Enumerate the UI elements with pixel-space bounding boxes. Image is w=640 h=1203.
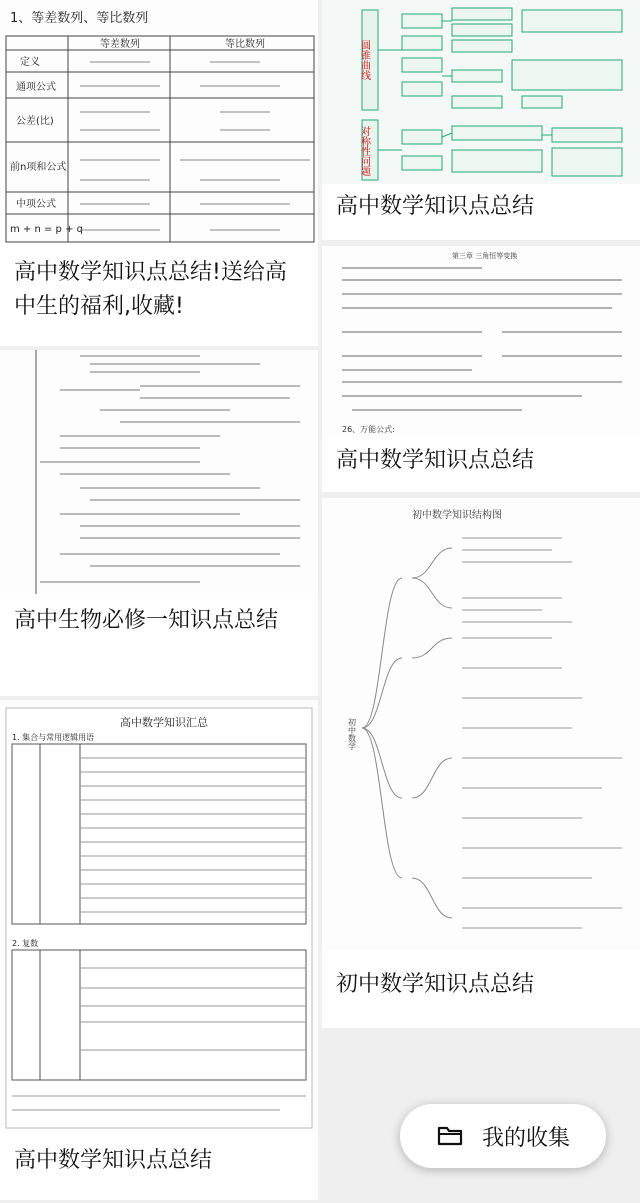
thumb-3-footer: 26、万能公式:: [342, 425, 395, 434]
thumb-2-side1: 圆锥曲线: [358, 40, 370, 80]
article-card-3[interactable]: [322, 246, 640, 492]
card-4-title[interactable]: 高中生物必修一知识点总结: [14, 608, 279, 633]
thumb-6-sec2: 2. 复数: [12, 939, 39, 948]
thumb-5-root: 初中数学: [347, 718, 357, 750]
article-card-6[interactable]: [0, 700, 318, 1200]
svg-text:通项公式: 通项公式: [16, 82, 56, 93]
svg-text:中项公式: 中项公式: [16, 199, 56, 210]
article-card-1[interactable]: [0, 0, 318, 346]
card-1-title[interactable]: 高中数学知识点总结!送给高中生的福利,收藏!: [14, 260, 287, 319]
card-2-thumbnail: [322, 0, 640, 184]
card-6-thumbnail: [0, 700, 318, 1132]
thumb-2-side2: 对称性问题: [358, 126, 370, 176]
thumb-6-sec1: 1. 集合与常用逻辑用语: [12, 733, 95, 742]
card-6-title[interactable]: 高中数学知识点总结: [14, 1148, 213, 1173]
svg-text:公差(比): 公差(比): [16, 116, 54, 127]
my-collection-label: 我的收集: [481, 1125, 570, 1151]
card-1-thumbnail: [0, 0, 318, 246]
thumb-5-heading: 初中数学知识结构图: [412, 510, 502, 521]
thumb-1-heading: 1、等差数列、等比数列: [10, 11, 149, 26]
thumb-3-heading: 第三章 三角恒等变换: [452, 252, 518, 260]
my-collection-button[interactable]: [400, 1104, 606, 1168]
card-3-title[interactable]: 高中数学知识点总结: [336, 448, 535, 473]
card-3-thumbnail: [322, 246, 640, 436]
article-card-2[interactable]: [322, 0, 640, 240]
svg-text:定义: 定义: [20, 57, 40, 68]
svg-text:前n项和公式: 前n项和公式: [10, 162, 67, 173]
thumb-1-col2: 等比数列: [225, 39, 265, 50]
article-card-5[interactable]: [322, 498, 640, 1028]
card-5-thumbnail: [322, 498, 640, 950]
card-5-title[interactable]: 初中数学知识点总结: [336, 972, 535, 997]
folder-icon: [436, 1124, 464, 1148]
card-4-thumbnail: [0, 350, 318, 594]
card-2-title[interactable]: 高中数学知识点总结: [336, 194, 535, 219]
article-card-4[interactable]: [0, 350, 318, 696]
thumb-6-heading: 高中数学知识汇总: [120, 716, 208, 729]
thumb-1-col1: 等差数列: [100, 39, 140, 50]
svg-text:m + n = p + q: m + n = p + q: [10, 224, 83, 235]
